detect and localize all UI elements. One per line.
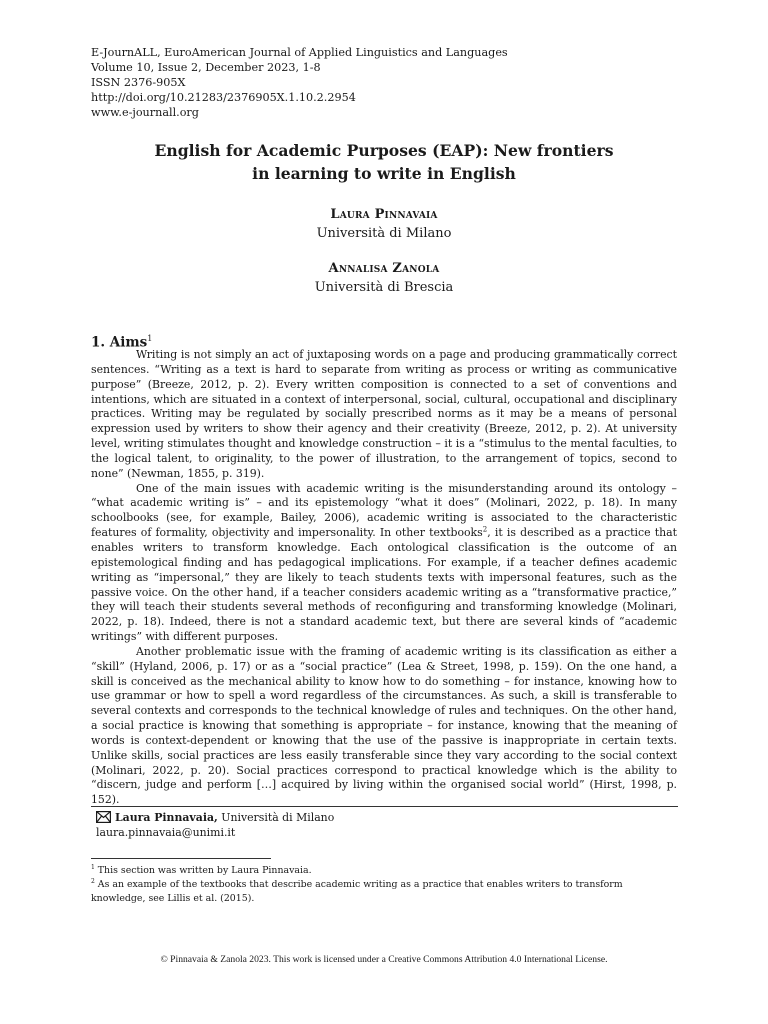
contact-line — [96, 810, 334, 825]
author-affiliation: Università di Milano — [316, 226, 452, 241]
author-affiliation: Università di Brescia — [314, 280, 454, 295]
footnotes — [91, 864, 679, 906]
license-notice: © Pinnavaia & Zanola 2023. This work is licensed under a Creative Commons Attribution 4.0 International License. — [160, 954, 608, 965]
doi-link[interactable]: http://doi.org/10.21283/2376905X.1.10.2.2954 — [91, 91, 356, 104]
title-line-2: in learning to write in English — [252, 164, 516, 183]
contact-affiliation: Università di Milano — [217, 811, 335, 824]
title-line-1: English for Academic Purposes (EAP): New frontiers — [154, 141, 614, 160]
footnote-1 — [91, 864, 679, 878]
paper-title — [91, 139, 677, 185]
author-block-2 — [91, 259, 677, 297]
contact-divider — [91, 806, 678, 807]
journal-name: E-JournALL, EuroAmerican Journal of Applied Linguistics and Languages — [91, 46, 508, 59]
footnote-text: This section was written by Laura Pinnavaia. — [94, 865, 312, 876]
paragraph-2-part-2: , it is described as a practice that enables writers to transform knowledge. Each ontological classification is the outcome of an epistemological finding and has pedagogical implications. For example, if a teacher defines academic writing as “impersonal,” they are likely to teach students texts with impersonal features, such as the passive voice. On the other hand, if a teacher considers academic writing as a “transformative practice,” they will teach their students several methods of reconfiguring and transforming knowledge (Molinari, 2022, p. 18). Indeed, there is not a standard academic text, but there are several kinds of “academic writings” with different purposes. — [91, 526, 677, 644]
footnote-mark: 2 — [91, 877, 95, 885]
footnote-2 — [91, 878, 679, 906]
journal-issn: ISSN 2376-905X — [91, 76, 186, 89]
paragraph-2-part-1: One of the main issues with academic writing is the misunderstanding around its ontology – “what academic writing is” – and its epistemology “what it does” (Molinari, 2022, p. 18). In many schoolbooks (see, for example, Bailey, 2006), academic writing is associated to the characteristic features of formality, objectivity and impersonality. In other textbooks — [91, 481, 677, 540]
author-name: Laura Pinnavaia — [330, 207, 438, 222]
author-block-1 — [91, 205, 677, 243]
footnote-divider — [91, 858, 271, 859]
paragraph-2 — [91, 482, 677, 645]
contact-email[interactable]: laura.pinnavaia@unimi.it — [96, 826, 236, 839]
contact-name: Laura Pinnavaia, — [115, 811, 218, 824]
body-text — [91, 348, 677, 808]
paragraph-3: Another problematic issue with the framing of academic writing is its classification as either a “skill” (Hyland, 2006, p. 17) or as a “social practice” (Lea & Street, 1998, p. 159). On the one hand, a skill is conceived as the mechanical ability to know how to do something – for instance, knowing how to use grammar or how to spell a word regardless of the circumstances. As such, a skill is transferable to several contexts and corresponds to the technical knowledge of rules and techniques. On the other hand, a social practice is knowing that something is appropriate – for instance, knowing that the meaning of words is context-dependent or knowing that the use of the passive is inappropriate in certain texts. Unlike skills, social practices are less easily transferable since they vary according to the social context (Molinari, 2022, p. 20). Social practices correspond to practical knowledge which is the ability to “discern, judge and perform […] acquired by living within the organised social world” (Hirst, 1998, p. 152). — [91, 644, 677, 807]
journal-header — [91, 45, 508, 120]
paragraph-1: Writing is not simply an act of juxtaposing words on a page and producing grammatically correct sentences. “Writing as a text is hard to separate from writing as process or writing as communicative purpose” (Breeze, 2012, p. 2). Every written composition is connected to a set of conventions and intentions, which are situated in a context of interpersonal, social, cultural, occupational and disciplinary practices. Writing may be regulated by socially prescribed norms as it may be a means of personal expression used by writers to show their agency and their creativity (Breeze, 2012, p. 2). At university level, writing stimulates thought and knowledge construction – it is a “stimulus to the mental faculties, to the logical talent, to originality, to the power of illustration, to the arrangement of topics, second to none” (Newman, 1855, p. 319). — [91, 348, 677, 480]
footnote-mark: 1 — [91, 863, 95, 871]
section-heading-text: 1. Aims — [91, 334, 148, 351]
corresponding-author — [96, 810, 334, 840]
author-name: Annalisa Zanola — [328, 261, 440, 276]
footnote-text: As an example of the textbooks that describe academic writing as a practice that enables writers to transform knowledge, see Lillis et al. (2015). — [91, 879, 623, 904]
envelope-icon — [96, 811, 111, 823]
footnote-ref-2[interactable]: 2 — [482, 525, 488, 534]
footnote-ref-1[interactable]: 1 — [147, 334, 153, 343]
journal-volume: Volume 10, Issue 2, December 2023, 1-8 — [91, 61, 321, 74]
website-link[interactable]: www.e-journall.org — [91, 106, 199, 119]
